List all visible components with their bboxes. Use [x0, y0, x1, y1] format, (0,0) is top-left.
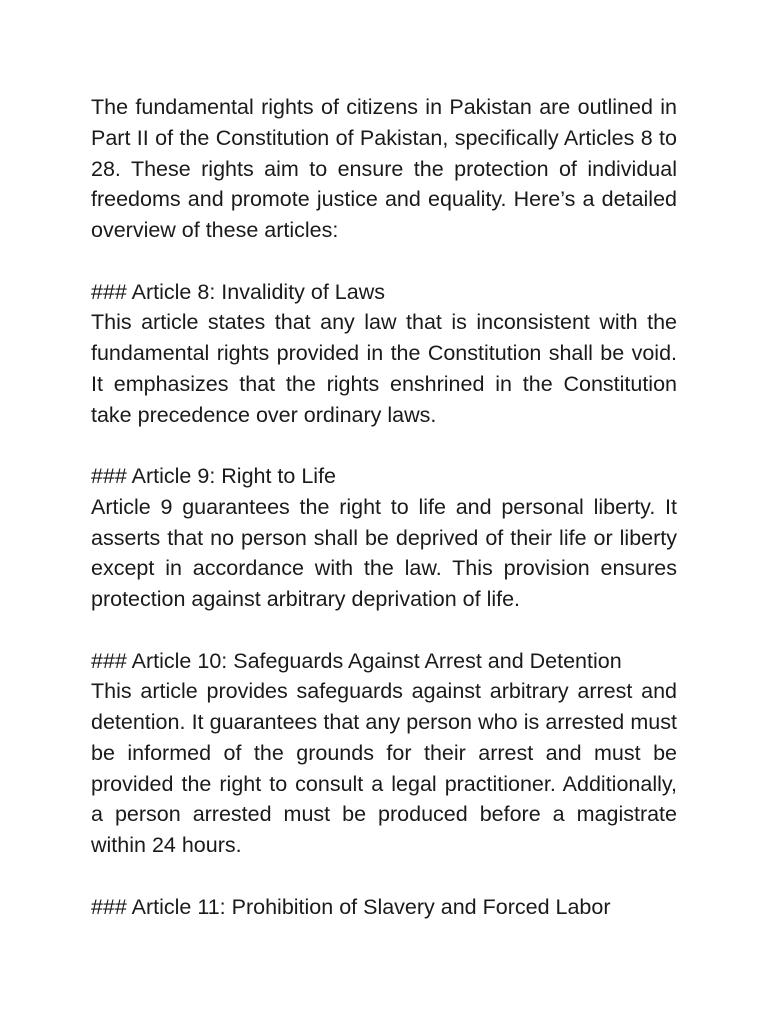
article-9-body: Article 9 guarantees the right to life and personal liberty. It asserts that no person shall be deprived of their life or liberty except in accordance with the law. This provision ensures protection against arbitrary deprivation of life. [91, 494, 677, 611]
article-11-heading: ### Article 11: Prohibition of Slavery and Forced Labor [91, 894, 611, 919]
article-8-body: This article states that any law that is inconsistent with the fundamental rights provided in the Constitution shall be void. It emphasizes that the rights enshrined in the Constitution take precedence over ordinary laws. [91, 310, 677, 427]
article-10-body: This article provides safeguards against arbitrary arrest and detention. It guarantees that any person who is arrested must be informed of the grounds for their arrest and must be provided the right to consult a legal practitioner. Additionally, a person arrested must be produced before a magistrate within 24 hours. [91, 679, 677, 857]
article-8-heading: ### Article 8: Invalidity of Laws [91, 279, 385, 304]
document-page [91, 92, 677, 922]
spacer [91, 861, 677, 892]
spacer [91, 246, 677, 277]
article-10-heading: ### Article 10: Safeguards Against Arrest and Detention [91, 648, 622, 673]
spacer [91, 615, 677, 646]
intro-paragraph: The fundamental rights of citizens in Pakistan are outlined in Part II of the Constitution of Pakistan, specifically Articles 8 to 28. These rights aim to ensure the protection of individual freedoms and promote justice and equality. Here’s a detailed overview of these articles: [91, 95, 677, 242]
article-9-heading: ### Article 9: Right to Life [91, 464, 337, 488]
spacer [91, 430, 677, 461]
